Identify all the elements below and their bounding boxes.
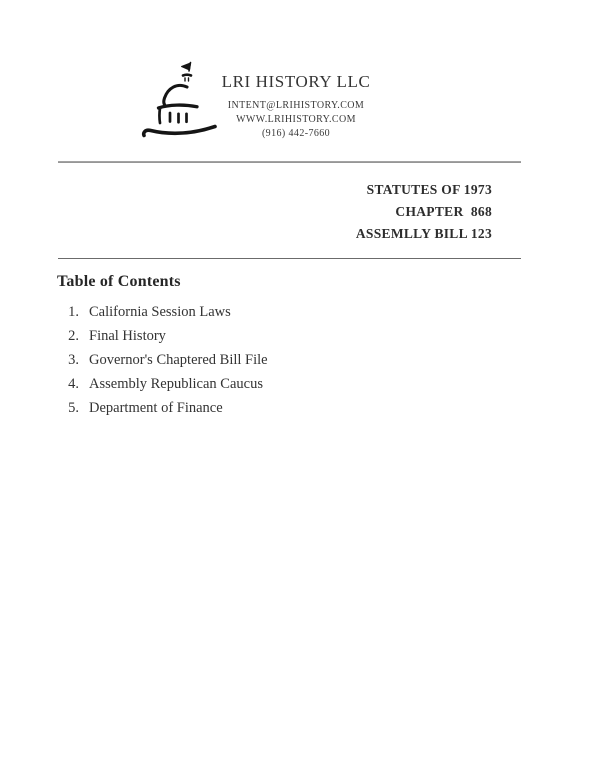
bottom-divider: [58, 258, 521, 259]
chapter-line: CHAPTER 868: [395, 204, 492, 219]
toc-item-label: Assembly Republican Caucus: [89, 376, 263, 392]
toc-item-label: California Session Laws: [89, 304, 231, 320]
case-info-block: [356, 179, 492, 245]
top-divider: [58, 161, 521, 163]
assembly-bill-line: ASSEMLLY BILL 123: [355, 226, 492, 241]
toc-item: [60, 400, 268, 424]
toc-item: [60, 328, 268, 352]
website-url: WWW.LRIHISTORY.COM: [236, 114, 356, 125]
toc-item: [60, 304, 268, 328]
letterhead: [196, 72, 396, 141]
toc-title: Table of Contents: [57, 273, 181, 290]
toc-item-label: Final History: [89, 328, 166, 344]
company-name: LRI HISTORY LLC: [221, 72, 371, 91]
toc-list: [60, 304, 268, 424]
toc-item: [60, 376, 268, 400]
toc-item-label: Department of Finance: [89, 400, 223, 416]
email-address: INTENT@LRIHISTORY.COM: [227, 100, 365, 111]
toc-item-number: 3.: [68, 352, 79, 368]
toc-item-label: Governor's Chaptered Bill File: [89, 352, 268, 368]
toc-item: [60, 352, 268, 376]
toc-item-number: 1.: [68, 304, 79, 320]
toc-item-number: 2.: [68, 328, 79, 344]
statutes-line: STATUTES OF 1973: [366, 182, 492, 197]
toc-item-number: 5.: [68, 400, 79, 416]
toc-item-number: 4.: [68, 376, 79, 392]
phone-number: (916) 442-7660: [261, 128, 331, 139]
